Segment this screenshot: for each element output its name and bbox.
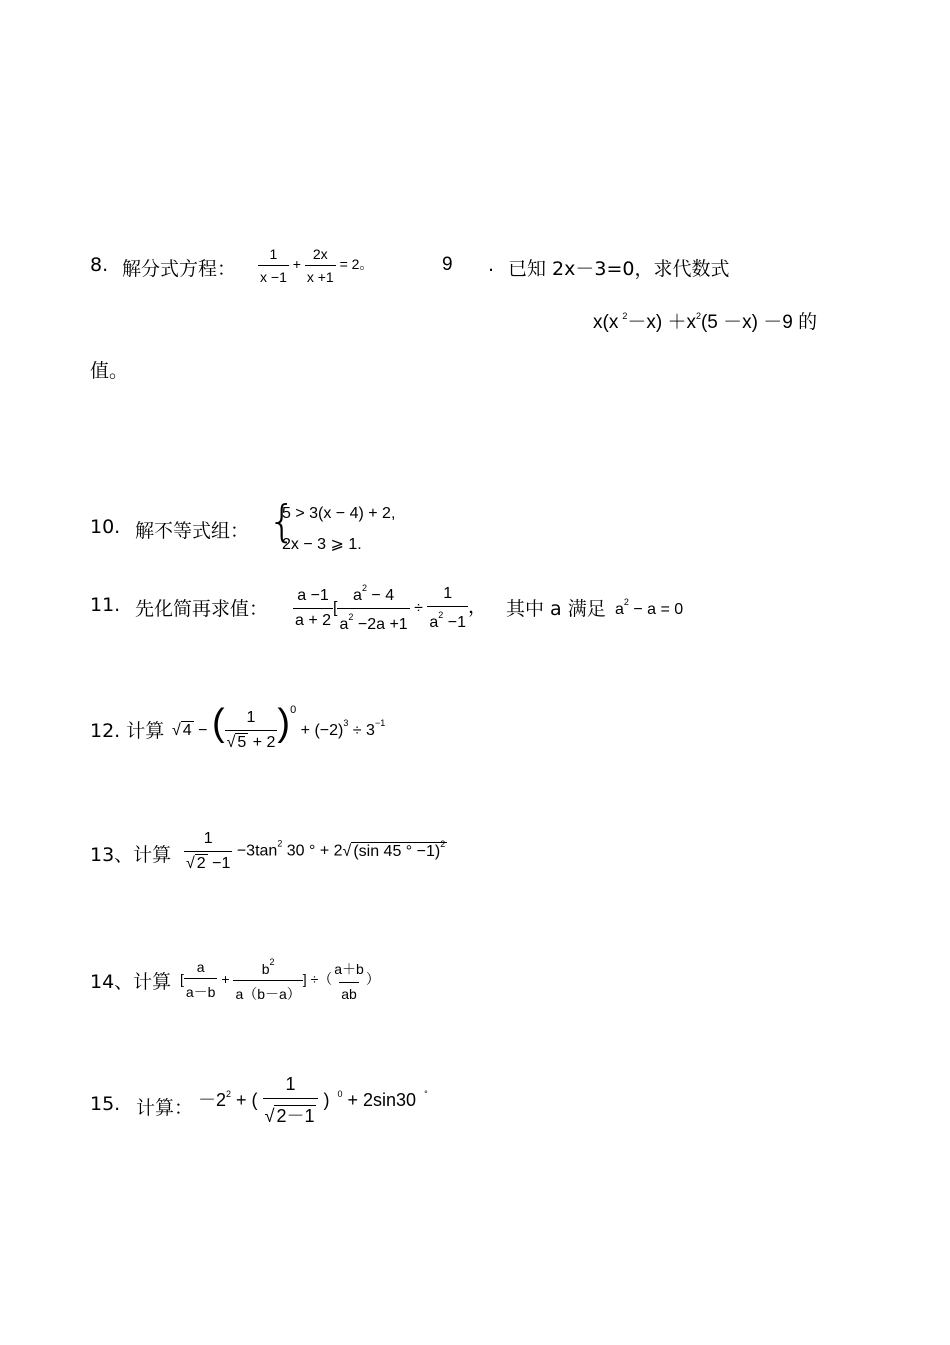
q12-expression	[172, 702, 385, 752]
numerator: 1	[246, 709, 256, 727]
exponent: 2	[695, 311, 701, 321]
radicand: 2	[196, 855, 206, 872]
q8-equation	[258, 246, 373, 285]
numerator: 1	[269, 246, 278, 262]
q9-expression	[593, 307, 817, 334]
sqrt-symbol: √ 4	[172, 722, 192, 739]
exponent: °	[424, 1088, 428, 1099]
q11-condition-expr	[615, 597, 683, 619]
fraction	[332, 959, 366, 1002]
sqrt-symbol: √ 5	[226, 734, 247, 752]
denominator	[225, 730, 278, 752]
denominator: a（b－a）	[233, 980, 302, 1004]
denominator: x −1	[258, 265, 289, 285]
term: + 2sin30	[342, 1089, 417, 1110]
fraction	[184, 959, 218, 1002]
denominator: a + 2	[293, 608, 333, 630]
term: －2	[198, 1089, 227, 1110]
denominator: x +1	[305, 265, 336, 285]
q10-ineq-1: 5 > 3(x − 4) + 2,	[282, 505, 396, 522]
fraction	[225, 709, 278, 752]
q10-ineq-2: 2x − 3 ⩾ 1.	[282, 536, 362, 553]
exponent: 0	[290, 704, 297, 716]
plus-sign: +	[221, 971, 230, 988]
fraction	[305, 246, 336, 285]
numerator: a＋b	[334, 961, 364, 977]
fraction	[233, 957, 302, 1004]
exponent: 3	[343, 718, 349, 728]
q11-instruction: 先化简再求值：	[135, 598, 269, 620]
term: a	[615, 601, 624, 618]
bracket: [	[333, 599, 338, 617]
fraction	[337, 583, 409, 634]
radicand: 5	[237, 734, 247, 752]
radicand: 2－1	[276, 1106, 315, 1126]
term: + (−2)	[300, 722, 344, 739]
q11-label: 11.	[90, 594, 121, 616]
exponent: 2	[348, 612, 354, 622]
brace-icon: {	[268, 496, 296, 547]
term: −2a +1	[353, 616, 408, 633]
divide-sign: ÷（	[310, 971, 333, 988]
fraction	[427, 585, 468, 632]
fraction	[263, 1074, 319, 1128]
expr-part: x(x	[593, 312, 619, 333]
plus-sign: +	[292, 256, 301, 273]
term: b	[261, 961, 270, 977]
q14-expression	[180, 957, 380, 1004]
fraction	[184, 830, 232, 873]
q9-label: 9	[442, 254, 453, 275]
bracket: [	[180, 971, 184, 988]
minus-sign: −	[198, 722, 208, 739]
fraction	[258, 246, 289, 285]
numerator	[260, 957, 277, 980]
term: )	[323, 1089, 330, 1110]
radicand	[351, 838, 447, 860]
paren-left: (	[211, 702, 225, 744]
q9-dot: .	[488, 254, 495, 276]
exponent: 2	[623, 597, 629, 607]
fraction	[293, 587, 333, 630]
exponent: 2	[277, 838, 283, 849]
q15-expression	[198, 1074, 428, 1128]
numerator: 1	[203, 830, 213, 847]
q13-expression	[184, 830, 447, 873]
exponent: −1	[374, 718, 386, 728]
sqrt-symbol: √ (sin 45 ° −1)$^2$	[342, 838, 446, 860]
q11-expression	[293, 583, 487, 634]
exponent: 2	[440, 838, 446, 849]
denominator	[337, 608, 409, 634]
sqrt-symbol: √ 2－1	[264, 1106, 315, 1126]
sqrt-symbol: √ 2	[186, 855, 206, 872]
term: − a = 0	[628, 601, 684, 618]
q8-instruction: 解分式方程：	[122, 258, 237, 280]
exponent: 2	[361, 583, 367, 593]
divide-sign: ÷	[414, 599, 423, 617]
numerator: a −1	[297, 587, 329, 604]
exponent: 2	[226, 1088, 232, 1099]
term: − 4	[366, 587, 395, 604]
expr-part: (5 －x) －9 的	[700, 312, 818, 333]
q15-instruction: 计算：	[136, 1097, 194, 1119]
exponent: 2	[269, 957, 275, 967]
numerator: 1	[285, 1074, 296, 1094]
q13-label: 13、计算	[90, 844, 172, 866]
term: a	[429, 614, 439, 631]
denominator	[263, 1098, 319, 1128]
exponent: 2	[622, 311, 628, 321]
q12-label: 12. 计算	[90, 720, 165, 742]
q11-condition-text: 其中 a 满足	[506, 598, 606, 620]
exponent: 2	[438, 610, 444, 620]
term: a	[353, 587, 362, 604]
denominator: a－b	[184, 978, 218, 1002]
term: −1	[207, 855, 231, 872]
expr-part: －x) ＋x	[627, 312, 696, 333]
term: + (	[231, 1089, 258, 1110]
paren: ）	[365, 971, 380, 988]
q8-label: 8.	[90, 254, 109, 276]
q14-label: 14、计算	[90, 971, 172, 993]
bracket: ]	[302, 971, 307, 988]
term: a	[339, 616, 349, 633]
numerator: 1	[443, 585, 453, 602]
denominator: ab	[339, 982, 359, 1002]
q10-label: 10.	[90, 516, 121, 538]
comma: ，	[467, 596, 487, 618]
numerator	[351, 583, 396, 608]
radicand: 4	[182, 722, 192, 739]
q9-instruction: 已知 2x－3=0，求代数式	[508, 258, 730, 280]
term: 30 ° + 2	[282, 842, 343, 860]
denominator	[184, 851, 232, 873]
numerator: 2x	[312, 246, 328, 262]
term: ÷ 3	[348, 722, 375, 739]
term: −3tan	[232, 842, 278, 860]
denominator	[427, 606, 468, 632]
q10-instruction: 解不等式组：	[135, 520, 250, 542]
paren-right: )	[277, 702, 291, 744]
exponent: 0	[337, 1088, 343, 1099]
term: + 2	[248, 734, 276, 752]
term: −1	[443, 614, 466, 631]
q9-tail: 值。	[90, 360, 129, 382]
equation-rhs: = 2。	[339, 256, 374, 273]
numerator: a	[196, 959, 205, 975]
q15-label: 15.	[90, 1093, 121, 1115]
term: (sin 45 ° −1)	[353, 842, 441, 860]
